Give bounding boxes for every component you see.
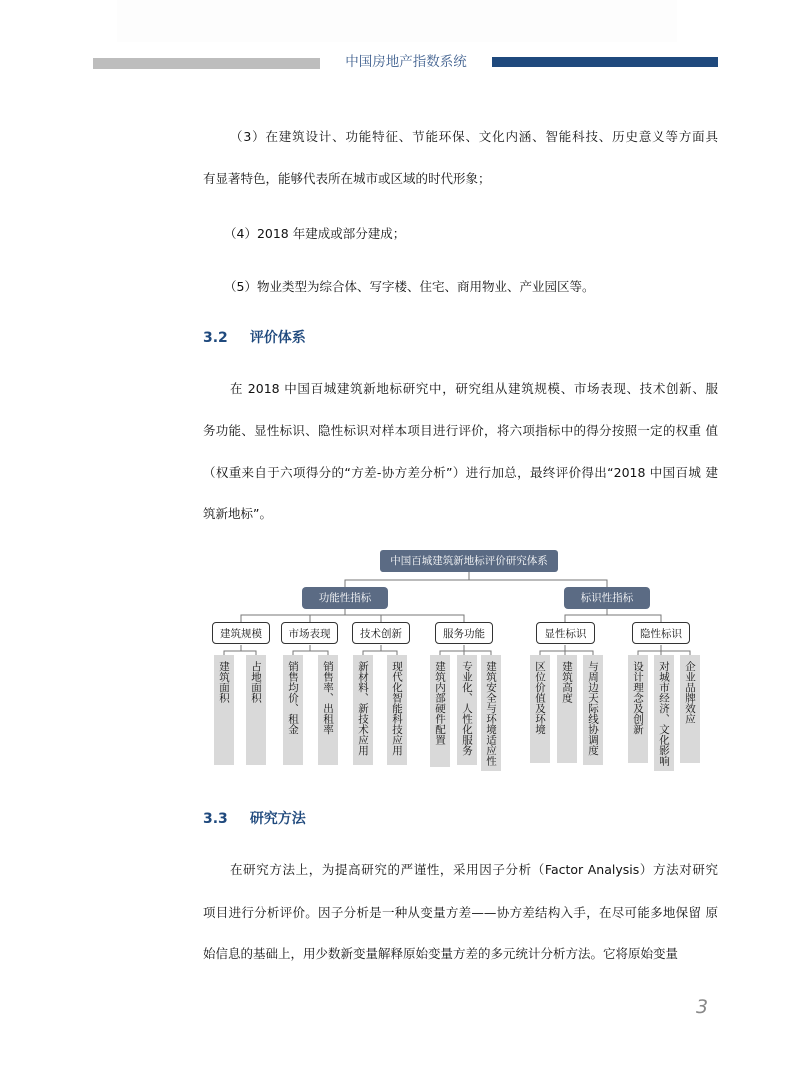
leaf-node: 新材料、新技术应用 <box>353 655 373 765</box>
leaf-node: 建筑高度 <box>557 655 577 763</box>
diagram-root-node: 中国百城建筑新地标评价研究体系 <box>380 550 558 572</box>
service-function-node: 服务功能 <box>435 622 493 644</box>
leaf-node: 销售均价、租金 <box>283 655 303 765</box>
section-number: 3.3 <box>203 811 228 827</box>
section-number: 3.2 <box>203 330 228 346</box>
paragraph-line: 筑新地标”。 <box>203 506 272 521</box>
leaf-node: 与周边天际线协调度 <box>583 655 603 765</box>
building-scale-node: 建筑规模 <box>212 622 270 644</box>
leaf-node: 销售率、出租率 <box>318 655 338 765</box>
identity-indicators-node: 标识性指标 <box>564 587 650 609</box>
leaf-node: 对城市经济、文化影响 <box>654 655 674 771</box>
paragraph-line: 始信息的基础上，用少数新变量解释原始变量方差的多元统计分析方法。它将原始变量 <box>203 946 679 961</box>
implicit-identity-node: 隐性标识 <box>632 622 690 644</box>
leaf-node: 区位价值及环境 <box>530 655 550 763</box>
page-number: 3 <box>696 996 709 1018</box>
paragraph-line: （4）2018 年建成或部分建成； <box>224 226 406 241</box>
explicit-identity-node: 显性标识 <box>536 622 595 644</box>
leaf-node: 专业化、人性化服务 <box>457 655 477 765</box>
leaf-node: 企业品牌效应 <box>680 655 700 763</box>
paragraph-line: （3）在建筑设计、功能特征、节能环保、文化内涵、智能科技、历史意义等方面具 <box>230 129 718 144</box>
leaf-node: 建筑安全与环境适应性 <box>481 655 501 771</box>
paragraph-line: 在 2018 中国百城建筑新地标研究中，研究组从建筑规模、市场表现、技术创新、服 <box>230 381 718 396</box>
paragraph-line: 有显著特色，能够代表所在城市或区域的时代形象； <box>203 171 491 186</box>
tech-innovation-node: 技术创新 <box>352 622 410 644</box>
leaf-node: 建筑面积 <box>214 655 234 765</box>
leaf-node: 设计理念及创新 <box>628 655 648 763</box>
paragraph-line: 项目进行分析评价。因子分析是一种从变量方差——协方差结构入手，在尽可能多地保留 原 <box>203 905 718 920</box>
header-title: 中国房地产指数系统 <box>345 54 467 70</box>
leaf-node: 建筑内部硬件配置 <box>430 655 450 767</box>
leaf-node: 现代化智能科技应用 <box>387 655 407 765</box>
section-title: 评价体系 <box>249 330 306 346</box>
functional-indicators-node: 功能性指标 <box>302 587 388 609</box>
section-title: 研究方法 <box>249 811 306 827</box>
leaf-node: 占地面积 <box>246 655 266 765</box>
market-performance-node: 市场表现 <box>281 622 338 644</box>
paragraph-line: （权重来自于六项得分的“方差-协方差分析”）进行加总，最终评价得出“2018 中国百城 建 <box>203 465 718 480</box>
paragraph-line: （5）物业类型为综合体、写字楼、住宅、商用物业、产业园区等。 <box>224 279 595 294</box>
paragraph-line: 务功能、显性标识、隐性标识对样本项目进行评价，将六项指标中的得分按照一定的权重 值 <box>203 423 718 438</box>
paragraph-line: 在研究方法上，为提高研究的严谨性，采用因子分析（Factor Analysis）方法对研究 <box>230 862 718 877</box>
section-heading-3-3 <box>203 808 306 828</box>
